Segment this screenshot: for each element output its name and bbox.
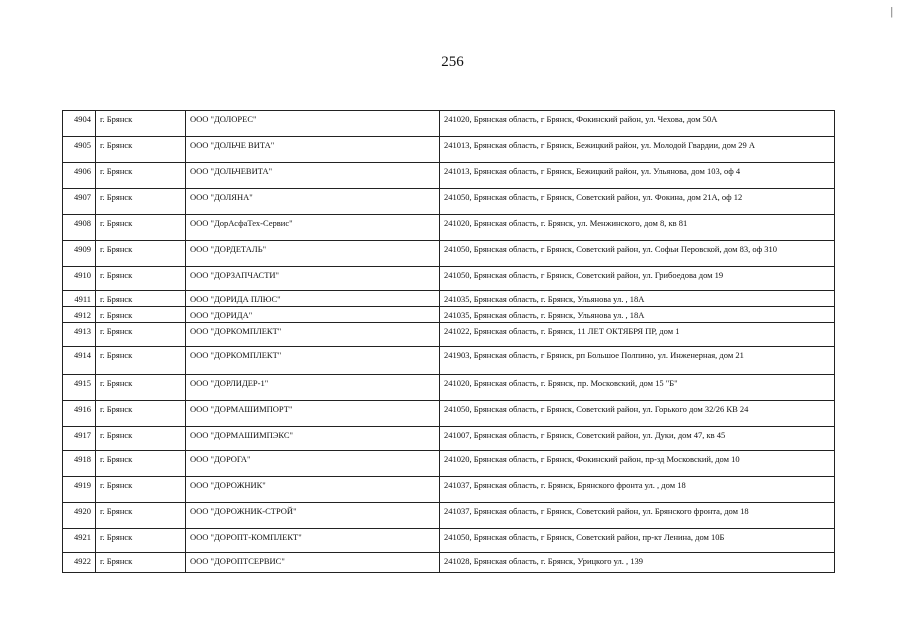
row-organization: ООО "ДОРКОМПЛЕКТ": [186, 323, 440, 347]
table-row: [63, 347, 835, 375]
row-address: 241013, Брянская область, г Брянск, Бежицкий район, ул. Молодой Гвардии, дом 29 А: [440, 137, 835, 163]
table-row: [63, 163, 835, 189]
row-organization: ООО "ДОРЗАПЧАСТИ": [186, 267, 440, 291]
row-address: 241035, Брянская область, г. Брянск, Ульянова ул. , 18А: [440, 307, 835, 323]
row-address: 241035, Брянская область, г. Брянск, Ульянова ул. , 18А: [440, 291, 835, 307]
row-number: 4920: [63, 503, 96, 529]
row-city: г. Брянск: [96, 137, 186, 163]
row-organization: ООО "ДОРМАШИМПЭКС": [186, 427, 440, 451]
row-number: 4922: [63, 553, 96, 573]
row-organization: ООО "ДОЛЬЧЕВИТА": [186, 163, 440, 189]
row-address: 241020, Брянская область, г Брянск, Фокинский район, пр-зд Московский, дом 10: [440, 451, 835, 477]
row-address: 241028, Брянская область, г. Брянск, Урицкого ул. , 139: [440, 553, 835, 573]
row-number: 4911: [63, 291, 96, 307]
row-address: 241020, Брянская область, г. Брянск, пр. Московский, дом 15 "Б": [440, 375, 835, 401]
row-number: 4915: [63, 375, 96, 401]
row-number: 4910: [63, 267, 96, 291]
table-row: [63, 451, 835, 477]
row-city: г. Брянск: [96, 291, 186, 307]
row-city: г. Брянск: [96, 553, 186, 573]
row-number: 4904: [63, 111, 96, 137]
row-city: г. Брянск: [96, 163, 186, 189]
row-city: г. Брянск: [96, 323, 186, 347]
table-row: [63, 477, 835, 503]
row-organization: ООО "ДОРМАШИМПОРТ": [186, 401, 440, 427]
page-number: 256: [441, 54, 464, 70]
row-city: г. Брянск: [96, 267, 186, 291]
row-organization: ООО "ДОЛЯНА": [186, 189, 440, 215]
row-city: г. Брянск: [96, 503, 186, 529]
row-organization: ООО "ДОРИДА": [186, 307, 440, 323]
row-city: г. Брянск: [96, 215, 186, 241]
table-row: [63, 307, 835, 323]
table-row: [63, 189, 835, 215]
row-city: г. Брянск: [96, 307, 186, 323]
row-city: г. Брянск: [96, 189, 186, 215]
table-row: [63, 241, 835, 267]
row-number: 4909: [63, 241, 96, 267]
row-address: 241037, Брянская область, г Брянск, Советский район, ул. Брянского фронта, дом 18: [440, 503, 835, 529]
table-row: [63, 375, 835, 401]
row-organization: ООО "ДОРИДА ПЛЮС": [186, 291, 440, 307]
table-row: [63, 267, 835, 291]
row-organization: ООО "ДОРДЕТАЛЬ": [186, 241, 440, 267]
table-row: [63, 323, 835, 347]
row-organization: ООО "ДОРОЖНИК": [186, 477, 440, 503]
row-number: 4919: [63, 477, 96, 503]
row-address: 241037, Брянская область, г. Брянск, Брянского фронта ул. , дом 18: [440, 477, 835, 503]
row-city: г. Брянск: [96, 375, 186, 401]
row-city: г. Брянск: [96, 529, 186, 553]
registry-table: [62, 110, 835, 573]
table-row: [63, 111, 835, 137]
table-row: [63, 291, 835, 307]
row-address: 241013, Брянская область, г Брянск, Бежицкий район, ул. Ульянова, дом 103, оф 4: [440, 163, 835, 189]
table-row: [63, 401, 835, 427]
row-organization: ООО "ДОЛОРЕС": [186, 111, 440, 137]
row-organization: ООО "ДОРОПТСЕРВИС": [186, 553, 440, 573]
row-number: 4912: [63, 307, 96, 323]
row-number: 4918: [63, 451, 96, 477]
table-row: [63, 137, 835, 163]
row-city: г. Брянск: [96, 427, 186, 451]
row-city: г. Брянск: [96, 401, 186, 427]
row-organization: ООО "ДОРОЖНИК-СТРОЙ": [186, 503, 440, 529]
registry-rows: [63, 111, 835, 573]
row-organization: ООО "ДОЛЬЧЕ ВИТА": [186, 137, 440, 163]
row-number: 4913: [63, 323, 96, 347]
row-number: 4906: [63, 163, 96, 189]
row-organization: ООО "ДОРЛИДЕР-1": [186, 375, 440, 401]
row-organization: ООО "ДОРОГА": [186, 451, 440, 477]
row-address: 241007, Брянская область, г Брянск, Советский район, ул. Дуки, дом 47, кв 45: [440, 427, 835, 451]
row-address: 241050, Брянская область, г Брянск, Советский район, пр-кт Ленина, дом 10Б: [440, 529, 835, 553]
row-address: 241903, Брянская область, г Брянск, рп Большое Полпино, ул. Инженерная, дом 21: [440, 347, 835, 375]
row-address: 241022, Брянская область, г. Брянск, 11 ЛЕТ ОКТЯБРЯ ПР, дом 1: [440, 323, 835, 347]
row-city: г. Брянск: [96, 347, 186, 375]
table-row: [63, 553, 835, 573]
row-address: 241050, Брянская область, г Брянск, Советский район, ул. Фокина, дом 21А, оф 12: [440, 189, 835, 215]
row-address: 241050, Брянская область, г Брянск, Советский район, ул. Софьи Перовской, дом 83, оф 310: [440, 241, 835, 267]
row-address: 241050, Брянская область, г Брянск, Советский район, ул. Горького дом 32/26 КВ 24: [440, 401, 835, 427]
row-address: 241020, Брянская область, г. Брянск, ул. Менжинского, дом 8, кв 81: [440, 215, 835, 241]
row-city: г. Брянск: [96, 241, 186, 267]
row-address: 241020, Брянская область, г Брянск, Фокинский район, ул. Чехова, дом 50А: [440, 111, 835, 137]
row-city: г. Брянск: [96, 477, 186, 503]
row-number: 4905: [63, 137, 96, 163]
row-city: г. Брянск: [96, 451, 186, 477]
row-number: 4921: [63, 529, 96, 553]
corner-mark: |: [890, 4, 893, 18]
row-number: 4916: [63, 401, 96, 427]
row-organization: ООО "ДорАсфаТех-Сервис": [186, 215, 440, 241]
row-organization: ООО "ДОРОПТ-КОМПЛЕКТ": [186, 529, 440, 553]
row-city: г. Брянск: [96, 111, 186, 137]
row-number: 4917: [63, 427, 96, 451]
table-row: [63, 427, 835, 451]
table-row: [63, 503, 835, 529]
row-number: 4914: [63, 347, 96, 375]
row-organization: ООО "ДОРКОМПЛЕКТ": [186, 347, 440, 375]
table-row: [63, 529, 835, 553]
row-number: 4908: [63, 215, 96, 241]
row-address: 241050, Брянская область, г Брянск, Советский район, ул. Грибоедова дом 19: [440, 267, 835, 291]
row-number: 4907: [63, 189, 96, 215]
table-row: [63, 215, 835, 241]
